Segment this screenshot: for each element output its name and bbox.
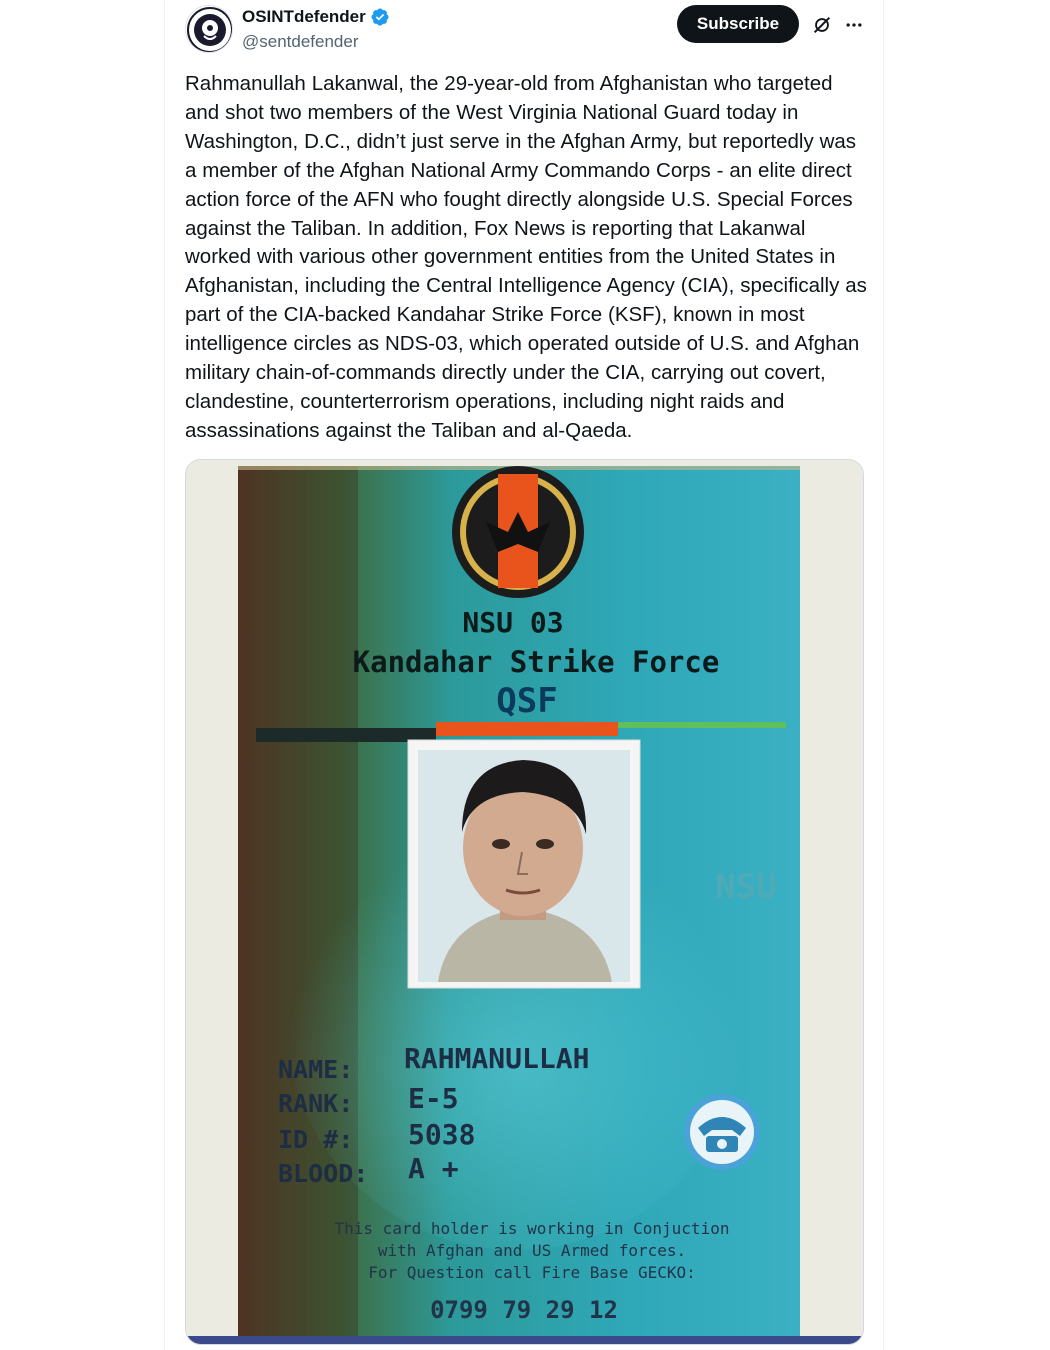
unit-emblem-icon — [452, 466, 584, 598]
grok-button[interactable] — [809, 12, 835, 38]
author-avatar[interactable] — [185, 5, 233, 53]
card-phone: 0799 79 29 12 — [430, 1296, 618, 1324]
tweet-text: Rahmanullah Lakanwal, the 29-year-old from Afghanistan who targeted and shot two members of the West Virginia National Guard today in Washington, D.C., didn’t just serve in the Afghan Army, but reportedly was a member of the Afghan National Army Commando Corps - an elite direct action force of the AFN who fought directly alongside U.S. Special Forces against the Taliban. In addition, Fox News is reporting that Lakanwal worked with various other government entities from the United States in Afghanistan, including the Central Intelligence Agency (CIA), specifically as part of the CIA-backed Kandahar Strike Force (KSF), known in most intelligence circles as NDS-03, which operated outside of U.S. and Afghan military chain-of-commands directly under the CIA, carrying out covert, clandestine, counterterrorism operations, including night raids and assassinations against the Taliban and al-Qaeda. — [185, 72, 867, 442]
card-unit: NSU 03 — [462, 606, 564, 639]
card-note-line1: This card holder is working in Conjuction — [334, 1219, 730, 1238]
more-options-button[interactable] — [841, 12, 867, 38]
tweet-article — [164, 0, 884, 1350]
author-display-name[interactable]: OSINTdefender — [242, 7, 366, 26]
blood-value: A + — [408, 1152, 459, 1185]
author-handle[interactable]: @sentdefender — [242, 32, 359, 51]
name-label: NAME: — [278, 1055, 354, 1084]
phone-icon — [684, 1094, 760, 1170]
grok-icon — [811, 14, 833, 36]
more-dots-icon — [844, 15, 864, 35]
card-note-line2: with Afghan and US Armed forces. — [377, 1241, 687, 1260]
verified-badge-icon — [370, 7, 390, 27]
subscribe-button[interactable]: Subscribe — [677, 5, 799, 43]
id-label: ID #: — [278, 1125, 354, 1154]
osint-logo-icon — [186, 6, 233, 53]
id-value: 5038 — [408, 1118, 476, 1151]
portrait-photo — [408, 740, 640, 988]
card-force: Kandahar Strike Force — [352, 645, 720, 679]
rank-label: RANK: — [278, 1089, 354, 1118]
author-name-row — [242, 6, 390, 28]
name-value: RAHMANULLAH — [404, 1042, 590, 1075]
rank-value: E-5 — [408, 1082, 459, 1115]
tweet-media-photo[interactable] — [185, 459, 864, 1345]
card-note-line3: For Question call Fire Base GECKO: — [368, 1263, 696, 1282]
blood-label: BLOOD: — [278, 1159, 369, 1188]
card-abbr: QSF — [496, 681, 558, 721]
id-card-photo — [186, 460, 864, 1345]
card-watermark: NSU — [715, 867, 777, 907]
